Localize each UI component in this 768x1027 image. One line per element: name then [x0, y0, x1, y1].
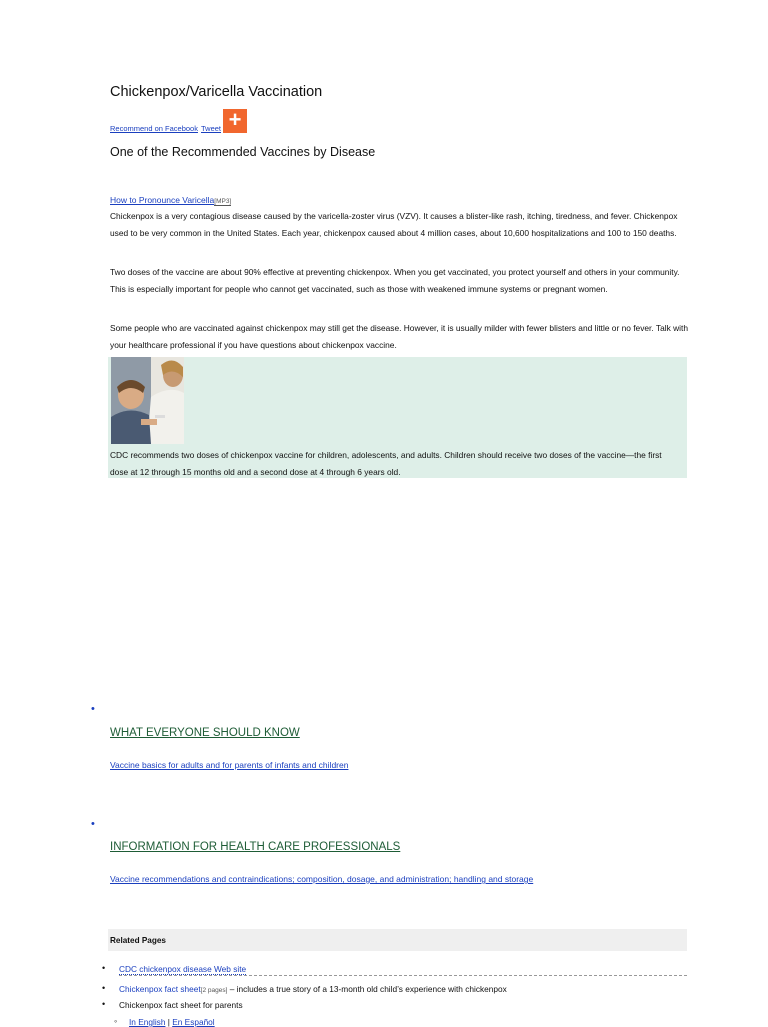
list-item [119, 984, 507, 994]
language-separator: | [165, 1017, 173, 1027]
pronounce-row [110, 195, 231, 205]
recommendation-callout [108, 357, 687, 478]
list-item [129, 1017, 215, 1027]
list-item: Chickenpox fact sheet for parents [119, 1000, 243, 1010]
vaccine-recommendations-link[interactable]: Vaccine recommendations and contraindications; composition, dosage, and administration; handling and storage [110, 874, 534, 884]
page-subtitle: One of the Recommended Vaccines by Disease [110, 145, 376, 159]
recommend-facebook-link[interactable]: Recommend on Facebook [110, 124, 198, 133]
en-espanol-link[interactable]: En Español [172, 1017, 215, 1027]
fact-sheet-description: – includes a true story of a 13-month old child’s experience with chickenpox [227, 984, 507, 994]
bullet-icon: • [91, 818, 95, 830]
pages-tag: [2 pages] [200, 987, 228, 994]
vaccine-basics-link[interactable]: Vaccine basics for adults and for parents of infants and children [110, 760, 349, 770]
vaccination-photo [111, 357, 184, 444]
paragraph-intro: Chickenpox is a very contagious disease caused by the varicella-zoster virus (VZV). It causes a blister-like rash, itching, tiredness, and fever. Chickenpox used to be very common in the United States. Each year, chickenpox caused about 4 million cases, about 10,600 hospitalizations and 100 to 150 deaths. [110, 211, 678, 238]
divider [119, 975, 687, 976]
related-pages-header [108, 929, 687, 951]
bullet-icon: • [102, 983, 106, 993]
vaccination-photo-illustration [111, 357, 184, 444]
list-item [119, 964, 246, 974]
bullet-icon: • [91, 703, 95, 715]
bullet-icon: • [102, 999, 106, 1009]
paragraph-effectiveness: Two doses of the vaccine are about 90% effective at preventing chickenpox. When you get vaccinated, you protect yourself and others in your community. This is especially important for people who cannot get vaccinated, such as those with weakened immune systems or pregnant women. [110, 267, 680, 294]
health-care-professionals-link[interactable]: INFORMATION FOR HEALTH CARE PROFESSIONALS [110, 841, 401, 853]
share-plus-button[interactable] [223, 109, 247, 133]
paragraph-breakthrough: Some people who are vaccinated against chickenpox may still get the disease. However, it is usually milder with fewer blisters and little or no fever. Talk with your healthcare professional if you have questions about chickenpox vaccine. [110, 323, 688, 350]
mp3-tag: [MP3] [214, 198, 232, 205]
plus-icon: + [228, 107, 242, 132]
page-title: Chickenpox/Varicella Vaccination [110, 84, 323, 100]
circle-bullet-icon: ◦ [114, 1016, 118, 1026]
tweet-link[interactable]: Tweet [201, 124, 222, 133]
cdc-chickenpox-site-link[interactable]: CDC chickenpox disease Web site [119, 964, 247, 974]
what-everyone-should-know-link[interactable]: WHAT EVERYONE SHOULD KNOW [110, 727, 300, 739]
pronounce-varicella-link[interactable]: How to Pronounce Varicella [110, 195, 215, 205]
chickenpox-fact-sheet-link[interactable]: Chickenpox fact sheet [119, 984, 201, 994]
in-english-link[interactable]: In English [129, 1017, 166, 1027]
callout-text: CDC recommends two doses of chickenpox vaccine for children, adolescents, and adults. Children should receive two doses of the vaccine—the first dose at 12 through 15 months old and a second dose at 4 through 6 years old. [110, 450, 662, 477]
related-pages-heading: Related Pages [110, 936, 166, 945]
bullet-icon: • [102, 963, 106, 973]
